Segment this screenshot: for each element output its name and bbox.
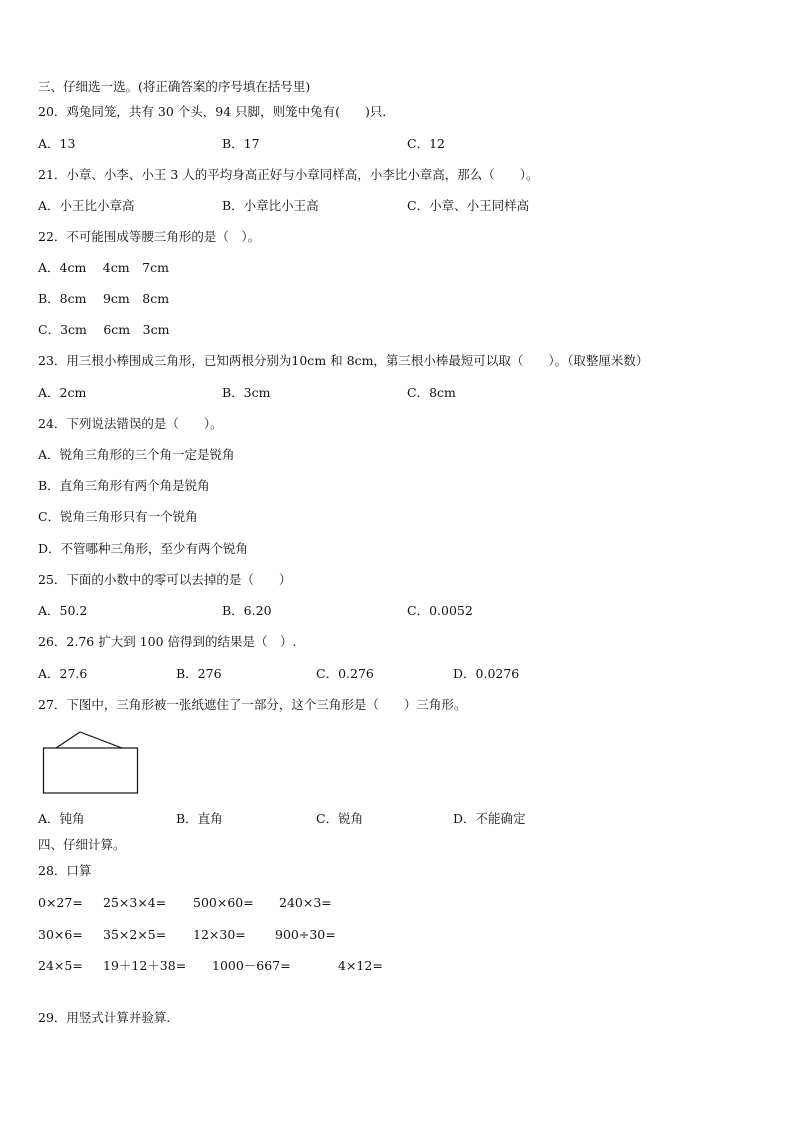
question-21-option-b: B．小章比小王高: [222, 198, 319, 213]
question-21-option-a: A．小王比小章高: [38, 198, 135, 213]
covered-triangle-figure: [42, 727, 142, 797]
question-25-option-a: A．50.2: [38, 603, 88, 618]
question-23-stem: 23．用三根小棒围成三角形，已知两根分别为10cm 和 8cm，第三根小棒最短可以取（ ）。（取整厘米数）: [38, 353, 649, 368]
question-24-option-d: D．不管哪种三角形，至少有两个锐角: [38, 541, 249, 556]
mental-math-item: 0×27=: [38, 895, 83, 910]
mental-math-item: 25×3×4=: [103, 895, 167, 910]
question-20-option-b: B．17: [222, 136, 260, 151]
question-26-option-c: C．0.276: [316, 666, 374, 681]
question-25-option-c: C．0.0052: [407, 603, 473, 618]
question-27-option-d: D．不能确定: [453, 811, 526, 826]
question-24-stem: 24．下列说法错误的是（ ）。: [38, 416, 223, 431]
question-26-stem: 26．2.76 扩大到 100 倍得到的结果是（ ）.: [38, 634, 297, 649]
question-20-option-c: C．12: [407, 136, 445, 151]
question-27-option-b: B．直角: [176, 811, 223, 826]
question-28-stem: 28．口算: [38, 863, 92, 878]
mental-math-item: 24×5=: [38, 958, 83, 973]
mental-math-item: 19＋12＋38=: [103, 958, 187, 973]
mental-math-item: 500×60=: [193, 895, 254, 910]
covering-paper: [44, 748, 138, 793]
question-20-option-a: A．13: [38, 136, 76, 151]
question-23-option-a: A．2cm: [38, 385, 87, 400]
question-26-option-a: A．27.6: [38, 666, 88, 681]
question-25-stem: 25．下面的小数中的零可以去掉的是（ ）: [38, 572, 292, 587]
mental-math-item: 1000－667=: [212, 958, 291, 973]
question-22-option-c: C．3cm 6cm 3cm: [38, 322, 170, 337]
question-24-option-c: C．锐角三角形只有一个锐角: [38, 509, 198, 524]
question-22-option-a: A．4cm 4cm 7cm: [38, 260, 169, 275]
section-4-heading: 四、仔细计算。: [38, 837, 126, 852]
mental-math-item: 4×12=: [338, 958, 383, 973]
mental-math-item: 900÷30=: [275, 927, 336, 942]
question-20-stem: 20．鸡兔同笼，共有 30 个头，94 只脚，则笼中兔有( )只．: [38, 104, 395, 119]
question-22-stem: 22．不可能围成等腰三角形的是（ ）。: [38, 229, 261, 244]
mental-math-item: 35×2×5=: [103, 927, 167, 942]
question-27-option-c: C．锐角: [316, 811, 364, 826]
question-25-option-b: B．6.20: [222, 603, 272, 618]
triangle-visible-part: [56, 732, 122, 748]
question-26-option-b: B．276: [176, 666, 222, 681]
question-27-stem: 27．下图中，三角形被一张纸遮住了一部分，这个三角形是（ ）三角形。: [38, 697, 467, 712]
question-24-option-a: A．锐角三角形的三个角一定是锐角: [38, 447, 235, 462]
mental-math-item: 30×6=: [38, 927, 83, 942]
question-22-option-b: B．8cm 9cm 8cm: [38, 291, 170, 306]
mental-math-item: 240×3=: [279, 895, 332, 910]
question-21-stem: 21．小章、小李、小王 3 人的平均身高正好与小章同样高，小李比小章高，那么（ ）。: [38, 167, 539, 182]
question-27-option-a: A．钝角: [38, 811, 85, 826]
question-21-option-c: C．小章、小王同样高: [407, 198, 530, 213]
question-23-option-c: C．8cm: [407, 385, 456, 400]
section-3-heading: 三、仔细选一选。(将正确答案的序号填在括号里): [38, 79, 311, 94]
question-26-option-d: D．0.0276: [453, 666, 520, 681]
mental-math-item: 12×30=: [193, 927, 246, 942]
question-29-stem: 29．用竖式计算并验算.: [38, 1010, 171, 1025]
question-24-option-b: B．直角三角形有两个角是锐角: [38, 478, 210, 493]
question-23-option-b: B．3cm: [222, 385, 271, 400]
